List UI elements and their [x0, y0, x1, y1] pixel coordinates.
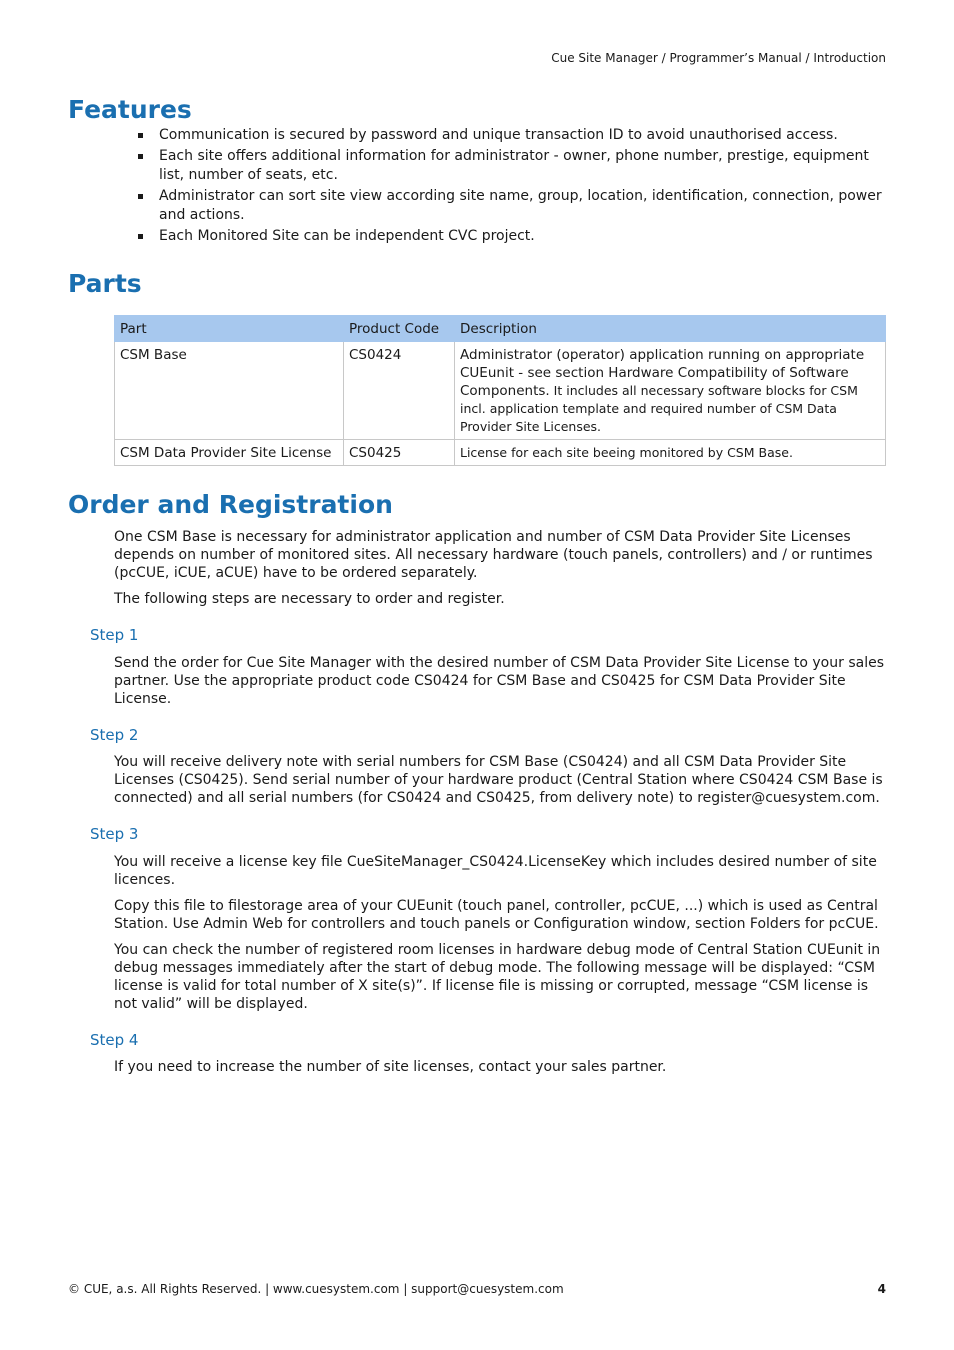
column-header: Product Code: [344, 316, 455, 342]
step-3-text-2: Copy this file to filestorage area of your CUEunit (touch panel, controller, pcCUE, ...) which is used as Central Station. Use Admin Web for controllers and touch panels or Configuration window, section Folders for pcCUE.: [114, 898, 879, 932]
feature-item: Each site offers additional information for administrator - owner, phone number, prestige, equipment list, number of seats, etc.: [138, 147, 888, 185]
features-list: [138, 126, 888, 248]
step-3-text-1: You will receive a license key file CueSiteManager_CS0424.LicenseKey which includes desired number of site licences.: [114, 854, 877, 888]
bullet-icon: [138, 154, 143, 159]
bullet-icon: [138, 194, 143, 199]
table-row: [115, 342, 886, 440]
code-cell: CS0424: [344, 342, 455, 440]
step-4-heading: Step 4: [90, 1031, 139, 1049]
column-header: Description: [455, 316, 886, 342]
order-heading: Order and Registration: [68, 490, 393, 519]
part-cell: CSM Base: [115, 342, 344, 440]
step-3-heading: Step 3: [90, 825, 139, 843]
feature-item: Communication is secured by password and unique transaction ID to avoid unauthorised access.: [138, 126, 888, 145]
feature-item: Each Monitored Site can be independent CVC project.: [138, 227, 888, 246]
running-header: Cue Site Manager / Programmer’s Manual / Introduction: [551, 51, 886, 65]
description-cell: Administrator (operator) application running on appropriate CUEunit - see section Hardware Compatibility of Software Components. It includes all necessary software blocks for CSM incl. application template and required number of CSM Data Provider Site Licenses.: [455, 342, 886, 440]
code-cell: CS0425: [344, 440, 455, 466]
feature-item: Administrator can sort site view according site name, group, location, identification, connection, power and actions.: [138, 187, 888, 225]
step-1-heading: Step 1: [90, 626, 139, 644]
column-header: Part: [115, 316, 344, 342]
steps-intro: The following steps are necessary to order and register.: [114, 591, 505, 607]
order-intro: One CSM Base is necessary for administrator application and number of CSM Data Provider Site Licenses depends on number of monitored sites. All necessary hardware (touch panels, controllers) and / or runtimes (pcCUE, iCUE, aCUE) have to be ordered separately.: [114, 529, 873, 581]
step-1-text: Send the order for Cue Site Manager with the desired number of CSM Data Provider Site License to your sales partner. Use the appropriate product code CS0424 for CSM Base and CS0425 for CSM Data Provider Site License.: [114, 655, 884, 707]
step-2-heading: Step 2: [90, 726, 139, 744]
footer-copyright: © CUE, a.s. All Rights Reserved. | www.cuesystem.com | support@cuesystem.com: [68, 1282, 564, 1296]
features-heading: Features: [68, 95, 192, 124]
step-2-text: You will receive delivery note with serial numbers for CSM Base (CS0424) and all CSM Data Provider Site Licenses (CS0425). Send serial number of your hardware product (Central Station where CS0424 CSM Base is connected) and all serial numbers (for CS0424 and CS0425, from delivery note) to register@cuesystem.com.: [114, 754, 883, 806]
parts-table: [114, 315, 886, 466]
page-number: 4: [877, 1282, 886, 1296]
description-cell: License for each site beeing monitored by CSM Base.: [455, 440, 886, 466]
table-row: [115, 440, 886, 466]
step-4-text: If you need to increase the number of site licenses, contact your sales partner.: [114, 1059, 667, 1075]
part-cell: CSM Data Provider Site License: [115, 440, 344, 466]
step-3-text-3: You can check the number of registered room licenses in hardware debug mode of Central Station CUEunit in debug messages immediately after the start of debug mode. The following message will be displayed: “CSM license is valid for total number of X site(s)”. If license file is missing or corrupted, message “CSM license is not valid” will be displayed.: [114, 942, 881, 1012]
table-header-row: [115, 316, 886, 342]
parts-heading: Parts: [68, 269, 142, 298]
bullet-icon: [138, 234, 143, 239]
bullet-icon: [138, 133, 143, 138]
